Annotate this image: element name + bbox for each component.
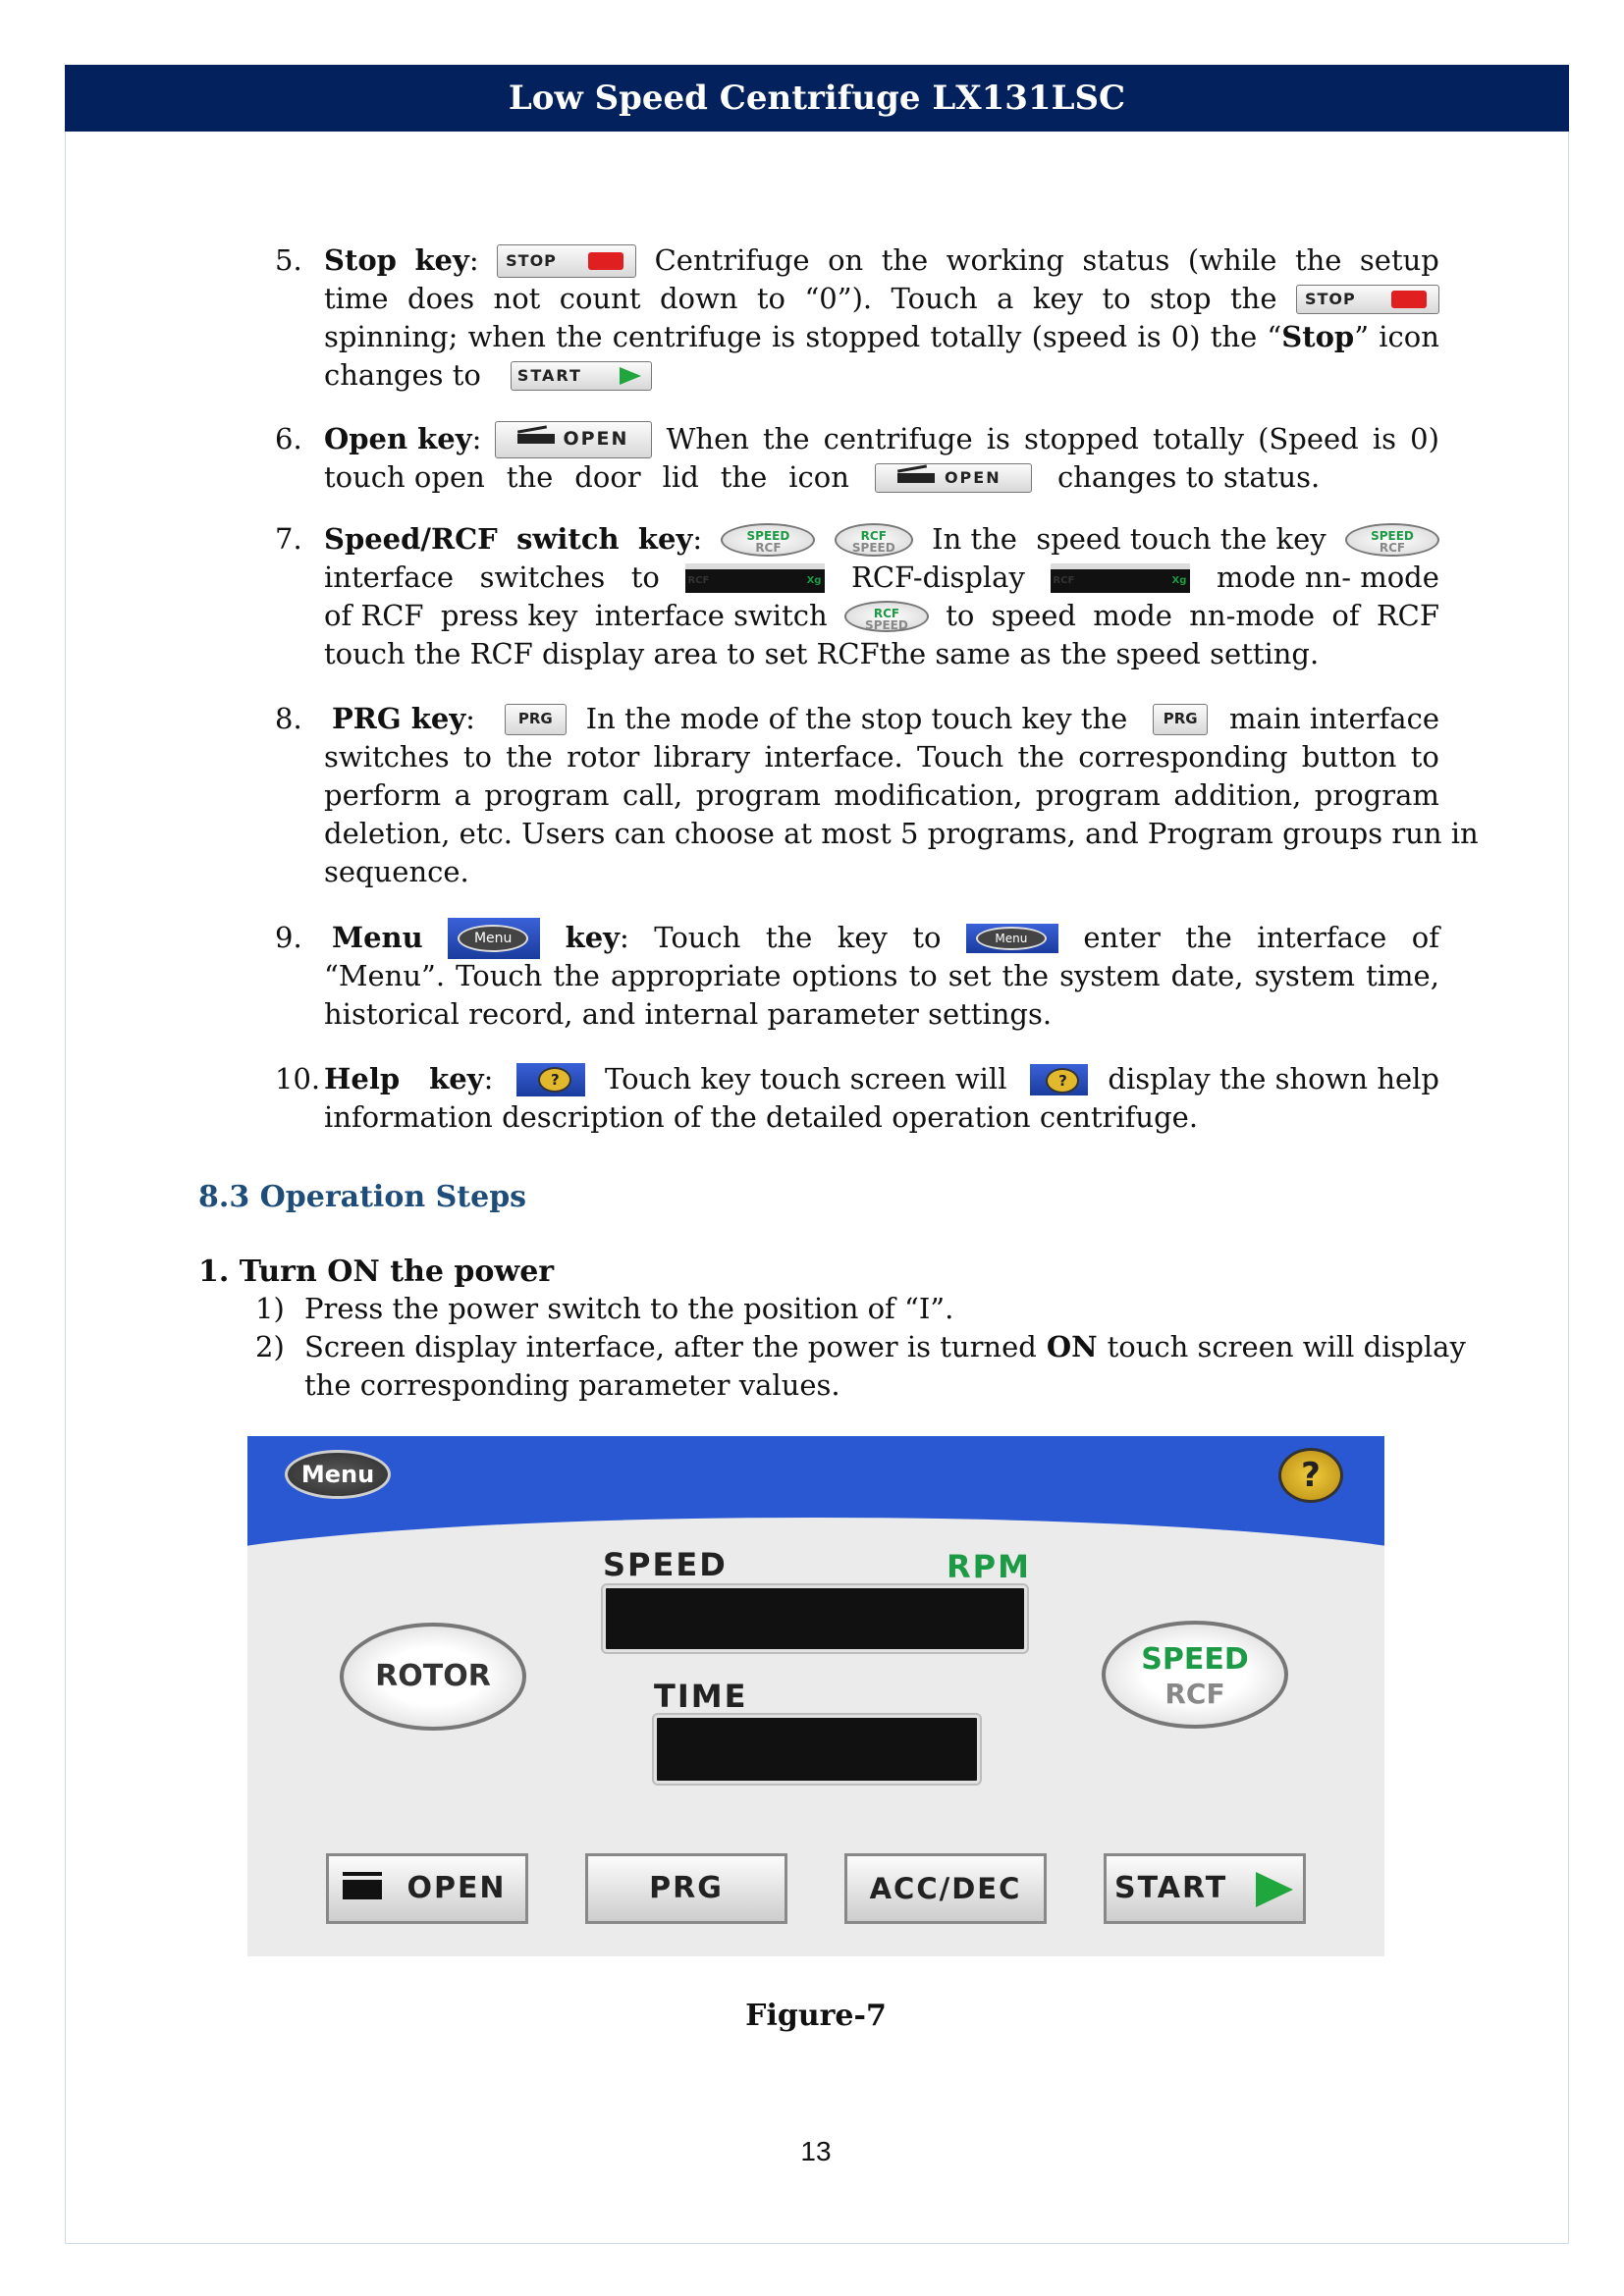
term: Open key xyxy=(324,422,472,455)
speed-rcf-icon xyxy=(721,523,815,557)
term: Menu xyxy=(332,921,423,954)
rcf-speed-icon xyxy=(844,601,929,632)
menu-button[interactable] xyxy=(285,1450,391,1499)
text: count xyxy=(559,282,641,315)
text: the xyxy=(1294,243,1342,277)
text: the xyxy=(506,460,554,494)
text: “ xyxy=(1267,320,1282,353)
text: to xyxy=(1410,740,1439,774)
text: Touch key touch screen will xyxy=(605,1062,1007,1095)
item-number: 8. xyxy=(275,702,302,735)
text: to xyxy=(630,561,660,594)
text: of RCF xyxy=(324,599,424,632)
text: the xyxy=(881,243,929,277)
text: “Menu”. xyxy=(324,959,446,992)
open-button[interactable] xyxy=(326,1853,528,1924)
icon-label: START xyxy=(516,365,582,385)
text: : xyxy=(465,702,475,735)
text: mode xyxy=(1093,599,1172,632)
rpm-label: RPM xyxy=(947,1548,1031,1585)
text: the xyxy=(1185,921,1232,954)
open-key-icon xyxy=(495,421,652,458)
text: totally xyxy=(930,320,1022,353)
text: rotor xyxy=(567,740,640,774)
time-display[interactable] xyxy=(654,1715,980,1784)
text: working xyxy=(946,243,1064,277)
text: time, xyxy=(1366,959,1439,992)
rcf-speed-icon xyxy=(835,523,913,557)
text: is xyxy=(1137,320,1162,353)
text: on xyxy=(828,243,864,277)
sub-step-text: the corresponding parameter values. xyxy=(304,1368,840,1402)
text: the xyxy=(1210,320,1258,353)
help-key-icon xyxy=(516,1063,585,1096)
text: the xyxy=(553,959,600,992)
item-number: 10. xyxy=(275,1062,321,1095)
text: : xyxy=(468,243,479,277)
text: changes to xyxy=(324,358,481,392)
text: lid xyxy=(662,460,699,494)
text: to xyxy=(912,921,942,954)
text: status xyxy=(1082,243,1170,277)
text: the xyxy=(765,921,813,954)
icon-label: PRG xyxy=(517,709,553,727)
step-title: 1. Turn ON the power xyxy=(198,1255,555,1289)
text: 0) xyxy=(1170,320,1201,353)
text: totally xyxy=(1153,422,1244,455)
text: call, xyxy=(622,778,683,812)
text: a xyxy=(997,282,1014,315)
text: set xyxy=(947,959,992,992)
menu-key-icon xyxy=(448,918,540,959)
icon-label: Xg xyxy=(806,574,822,586)
page-number: 13 xyxy=(800,2136,832,2166)
text: stopped xyxy=(1024,422,1139,455)
text: system xyxy=(1059,959,1161,992)
menu-key-icon xyxy=(966,924,1058,953)
help-button[interactable] xyxy=(1278,1448,1343,1503)
speed-display[interactable] xyxy=(603,1585,1027,1652)
text: the xyxy=(556,320,603,353)
text: door xyxy=(574,460,641,494)
icon-label: SPEED xyxy=(865,617,908,632)
text: to xyxy=(946,599,975,632)
text: of xyxy=(1331,599,1360,632)
text: options xyxy=(791,959,898,992)
text: touch open xyxy=(324,460,485,494)
text: (Speed xyxy=(1258,422,1359,455)
section-title: 8.3 Operation Steps xyxy=(198,1180,527,1214)
text: switches xyxy=(324,740,450,774)
text: In the xyxy=(932,522,1017,556)
figure-caption: Figure-7 xyxy=(745,1999,887,2033)
header-title: Low Speed Centrifuge LX131LSC xyxy=(508,79,1126,118)
text: the xyxy=(763,422,810,455)
term: key xyxy=(565,921,621,954)
icon-label: Xg xyxy=(1171,574,1187,586)
speed-label: SPEED xyxy=(603,1546,728,1583)
sub-step-number: 2) xyxy=(255,1330,285,1363)
text: interface. xyxy=(764,740,903,774)
text: interface switch xyxy=(594,599,828,632)
icon-label: RCF xyxy=(687,574,710,586)
text: historical record, and internal parameter settings. xyxy=(324,997,1053,1031)
text: “0”). xyxy=(804,282,873,315)
text: corresponding xyxy=(1078,740,1288,774)
acc-dec-label: ACC/DEC xyxy=(869,1872,1022,1905)
item-number: 6. xyxy=(275,422,302,455)
text: When xyxy=(666,422,749,455)
text: centrifuge xyxy=(612,320,762,353)
text: icon xyxy=(1379,320,1439,353)
text: of xyxy=(1411,921,1439,954)
term: Stop xyxy=(324,243,397,277)
text: Touch xyxy=(654,921,741,954)
text: not xyxy=(493,282,541,315)
icon-label: PRG xyxy=(1163,709,1198,727)
text: speed xyxy=(991,599,1076,632)
text: changes to status. xyxy=(1056,460,1321,494)
text: 0) xyxy=(1410,422,1439,455)
icon-label: ? xyxy=(538,1067,571,1093)
term: PRG key xyxy=(332,702,466,735)
text: addition, xyxy=(1173,778,1302,812)
text: RCF xyxy=(1376,599,1439,632)
icon-label: RCF xyxy=(755,540,782,555)
text: date, xyxy=(1170,959,1244,992)
time-label: TIME xyxy=(654,1678,748,1715)
text: down xyxy=(659,282,738,315)
acc-dec-button[interactable] xyxy=(844,1853,1047,1924)
text: program xyxy=(484,778,610,812)
term: Speed/RCF xyxy=(324,522,498,556)
menu-label: Menu xyxy=(300,1461,375,1488)
text: program xyxy=(1314,778,1439,812)
page-header xyxy=(65,65,1569,132)
text: (speed xyxy=(1031,320,1128,353)
text: to xyxy=(1102,282,1131,315)
icon-label: RCF xyxy=(1379,540,1406,555)
text: does xyxy=(407,282,475,315)
text: centrifuge xyxy=(823,422,973,455)
rcf-display-icon xyxy=(685,563,825,593)
text: perform xyxy=(324,778,442,812)
icon-label: STOP xyxy=(506,250,557,270)
speed-rcf-icon xyxy=(1345,523,1439,557)
text: spinning; xyxy=(324,320,459,353)
prg-key-icon xyxy=(1153,704,1208,735)
icon-label: OPEN xyxy=(563,427,629,450)
icon-label: SPEED xyxy=(1371,528,1414,543)
text: (while xyxy=(1187,243,1277,277)
text: : xyxy=(471,422,482,455)
text: touch the RCF display area to set RCFthe same as the speed setting. xyxy=(324,637,1320,670)
term: key xyxy=(637,522,693,556)
sub-step-text: Screen display interface, after the power is turned xyxy=(304,1330,1037,1363)
text: interface xyxy=(324,561,455,594)
sub-step-text: touch screen will display xyxy=(1107,1330,1466,1363)
text: In the mode of the stop touch key the xyxy=(585,702,1128,735)
text: enter xyxy=(1083,921,1161,954)
text: the xyxy=(1017,740,1064,774)
text: Centrifuge xyxy=(654,243,810,277)
text: : xyxy=(483,1062,494,1095)
item-number: 9. xyxy=(275,921,302,954)
text: stop xyxy=(1150,282,1212,315)
text: : xyxy=(692,522,703,556)
text: switches xyxy=(479,561,606,594)
text: nn-mode xyxy=(1189,599,1316,632)
rotor-button[interactable] xyxy=(340,1623,526,1731)
term: ON xyxy=(1046,1330,1098,1363)
term: key xyxy=(414,243,469,277)
rcf-display-icon xyxy=(1051,563,1190,593)
start-label: START xyxy=(1114,1871,1228,1905)
icon-label: SPEED xyxy=(746,528,790,543)
text: information description of the detailed operation centrifuge. xyxy=(324,1100,1199,1134)
item-number: 7. xyxy=(275,522,302,556)
text: system xyxy=(1254,959,1356,992)
start-button[interactable] xyxy=(1104,1853,1306,1924)
term: Stop xyxy=(1281,320,1355,353)
text: Touch xyxy=(456,959,543,992)
text: icon xyxy=(788,460,849,494)
text: : xyxy=(620,921,629,954)
text: modification, xyxy=(834,778,1023,812)
text: key xyxy=(1032,282,1083,315)
term: key xyxy=(429,1062,484,1095)
text: mode nn- mode xyxy=(1216,561,1439,594)
icon-label: RCF xyxy=(873,606,900,620)
text: display the shown help xyxy=(1108,1062,1439,1095)
rcf-btn-label: RCF xyxy=(1164,1678,1225,1710)
rotor-label: ROTOR xyxy=(375,1659,491,1693)
control-panel-figure xyxy=(247,1436,1384,1956)
stop-key-icon xyxy=(497,244,636,278)
text: to xyxy=(908,959,938,992)
text: the xyxy=(506,740,553,774)
text: the xyxy=(720,460,768,494)
text: ” xyxy=(1354,320,1370,353)
text: time xyxy=(324,282,389,315)
text: when xyxy=(467,320,546,353)
text: key xyxy=(837,921,888,954)
text: appropriate xyxy=(610,959,782,992)
text: is xyxy=(986,422,1010,455)
open-key-icon xyxy=(875,463,1032,493)
open-label: OPEN xyxy=(406,1871,507,1905)
icon-label: Menu xyxy=(458,925,528,952)
text: RCF-display xyxy=(850,561,1025,594)
help-label: ? xyxy=(1301,1456,1321,1495)
sub-step-text: Press the power switch to the position of “I”. xyxy=(304,1292,954,1325)
text: is xyxy=(1372,422,1397,455)
text: sequence. xyxy=(324,855,469,888)
prg-key-icon xyxy=(505,704,567,735)
text: interface xyxy=(1257,921,1387,954)
text: Touch xyxy=(891,282,978,315)
prg-label: PRG xyxy=(649,1871,724,1905)
text: the xyxy=(1001,959,1050,992)
help-key-icon xyxy=(1030,1064,1088,1095)
stop-key-icon xyxy=(1296,285,1439,314)
icon-label: STOP xyxy=(1304,289,1356,308)
text: stopped xyxy=(805,320,921,353)
prg-button[interactable] xyxy=(585,1853,787,1924)
text: deletion, etc. Users can choose at most 5 programs, and Program groups run in xyxy=(324,817,1479,850)
start-key-icon xyxy=(511,361,652,391)
text: program xyxy=(695,778,821,812)
text: Touch xyxy=(917,740,1004,774)
text: to xyxy=(462,740,493,774)
text: button xyxy=(1301,740,1397,774)
text: is xyxy=(771,320,796,353)
text: library xyxy=(653,740,751,774)
icon-label: Menu xyxy=(976,927,1047,950)
text: press key xyxy=(440,599,578,632)
text: setup xyxy=(1359,243,1439,277)
text: the xyxy=(1230,282,1277,315)
item-number: 5. xyxy=(275,243,302,277)
icon-label: OPEN xyxy=(944,467,1001,487)
speed-btn-label: SPEED xyxy=(1141,1642,1249,1677)
text: to xyxy=(756,282,786,315)
icon-label: SPEED xyxy=(851,540,895,555)
icon-label: RCF xyxy=(1053,574,1075,586)
icon-label: RCF xyxy=(860,528,887,543)
text: main interface xyxy=(1228,702,1439,735)
speed-rcf-button[interactable] xyxy=(1102,1621,1288,1729)
text: speed touch the key xyxy=(1036,522,1326,556)
term: Help xyxy=(324,1062,401,1095)
text: a xyxy=(454,778,471,812)
term: switch xyxy=(516,522,620,556)
icon-label: ? xyxy=(1046,1068,1079,1094)
text: program xyxy=(1035,778,1161,812)
sub-step-number: 1) xyxy=(255,1292,285,1325)
